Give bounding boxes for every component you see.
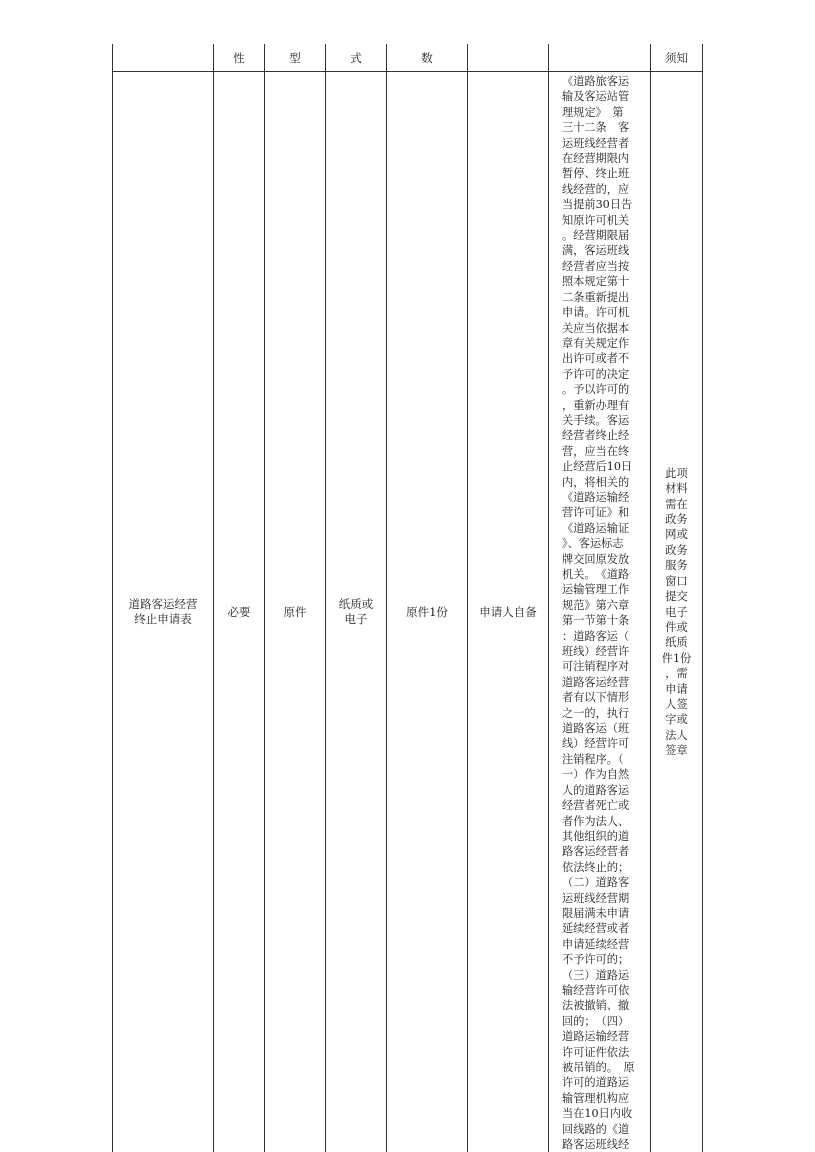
material-name: 道路客运经营 终止申请表 (129, 597, 198, 627)
header-notice: 须知 (651, 44, 703, 72)
material-source: 申请人自备 (479, 605, 537, 620)
header-material-type: 型 (265, 44, 326, 72)
necessity-cell (214, 72, 265, 1152)
material-necessity: 必要 (228, 605, 251, 620)
header-source (468, 44, 549, 72)
header-material-name (113, 44, 214, 72)
material-form: 纸质或 电子 (339, 597, 374, 627)
note-cell (651, 72, 703, 1152)
source-cell (468, 72, 549, 1152)
table-header-row (113, 44, 703, 72)
header-basis (549, 44, 651, 72)
count-cell (387, 72, 468, 1152)
table-row (113, 72, 703, 1152)
basis-cell (549, 72, 651, 1152)
type-cell (265, 72, 326, 1152)
material-count: 原件1份 (406, 605, 448, 620)
header-material-form: 式 (326, 44, 387, 72)
materials-table (112, 44, 703, 1152)
submission-note: 此项 材料 需在 政务 网或 政务 服务 窗口 提交 电子 件或 纸质 件1份 ，需 申请 人签 字或 法人 签章 (651, 466, 702, 759)
header-copies: 数 (387, 44, 468, 72)
form-cell (326, 72, 387, 1152)
legal-basis-text: 《道路旅客运 输及客运站管 理规定》 第 三十二条 客 运班线经营者 在经营期限内 暂停、终止班 线经营的，应 当提前30日告 知原许可机关 。经营期限届 满，客运班线 经营者应当按 照本规定第十 二条重新提出 申请。许可机 关应当依据本 章有关规定作 出许可或者不 予许可的决定 。予以许可的 ，重新办理有 关手续。客运 经营者终止经 营，应当在终 止经营后10日 内，将相关的 《道路运输经 营许可证》和 《道路运输证 》、客运标志 牌交回原发放 机关。 《道路 运输管理工作 规范》第六章 第一节第十条 ：道路客运（ 班线）经营许 可注销程序对 道路客运经营 者有以下情形 之一的，执行 道路客运（班 线）经营许可 注销程序。（ 一）作为自然 人的道路客运 经营者死亡或 者作为法人、 其他组织的道 路客运经营者 依法终止的； （二）道路客 运班线经营期 限届满未申请 延续经营或者 申请延续经营 不予许可的； （三）道路运 输经营许可依 法被撤销、撤 回的； （四） 道路运输经营 许可证件依法 被吊销的。 原 许可的道路运 输管理机构应 当在10日内收 回线路的《道 路客运班线经 (549, 72, 650, 1152)
header-necessity: 性 (214, 44, 265, 72)
material-name-cell (113, 72, 214, 1152)
material-type: 原件 (284, 605, 307, 620)
